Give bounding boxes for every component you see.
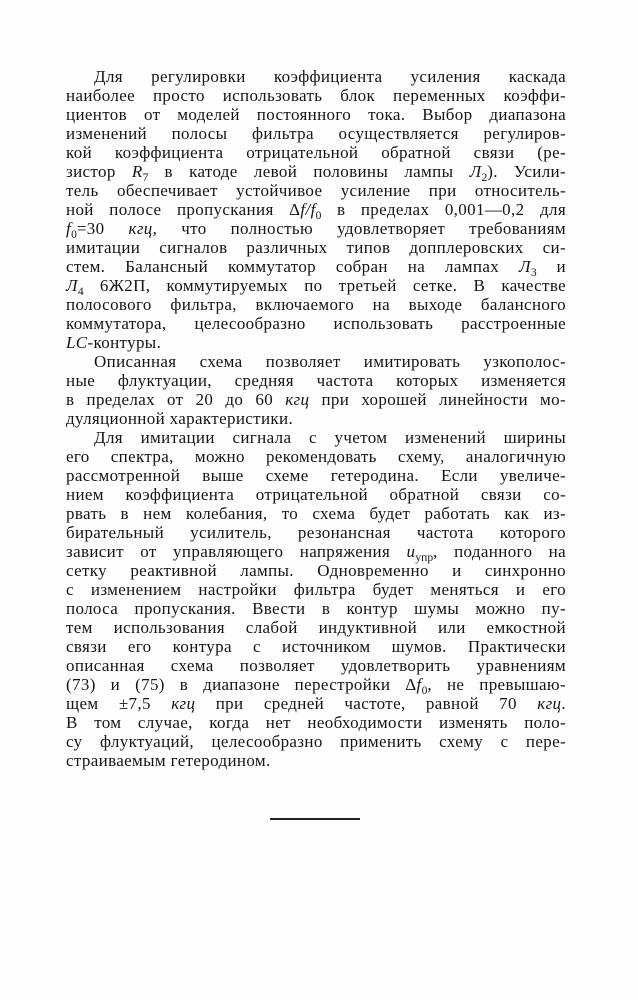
text-line [66,162,566,184]
text-run: коммутатора, целесообразно использовать расстроенные [66,314,566,333]
text-run: при хорошей линейности мо- [309,390,566,409]
paragraph [66,428,566,770]
text-line [66,675,566,697]
text-line [66,181,566,200]
italic-run: кгц [171,694,196,713]
text-run: имитации сигналов различных типов допплеровских си- [66,238,566,257]
text-line [66,352,566,371]
text-line [66,485,566,504]
text-run: су флуктуаций, целесообразно применить схему с пере- [66,732,566,751]
subscript: 0 [315,208,322,222]
text-line [66,580,566,599]
text-line [66,105,566,124]
text-run: (73) и (75) в диапазоне перестройки Δ [66,675,417,694]
text-line [66,599,566,618]
text-run: и [536,257,566,276]
text-run: связи его контура с источником шумов. Практически [66,637,566,656]
italic-run: f [66,219,72,238]
text-run: изменений полосы фильтра осуществляется регулиров- [66,124,566,143]
italic-run: кгц [285,390,310,409]
subscript: 3 [530,265,537,279]
text-line [66,466,566,485]
text-line [66,542,566,564]
text-line [66,751,566,770]
text-line [66,656,566,675]
text-run: описанная схема позволяет удовлетворить уравнениям [66,656,566,675]
text-run: ). Усили- [487,162,566,181]
text-run: В том случае, когда нет необходимости изменять поло- [66,713,566,732]
text-run: 6Ж2П, коммутируемых по третьей сетке. В качестве [83,276,566,295]
text-run: наиболее просто использовать блок переменных коэффи- [66,86,566,105]
text-line [66,238,566,257]
text-line [66,86,566,105]
italic-run: Л [469,162,482,181]
text-run: полосового фильтра, включаемого на выходе балансного [66,295,566,314]
text-run: в пределах от 20 до 60 [66,390,286,409]
subscript: 0 [421,683,428,697]
subscript: упр [415,550,434,564]
italic-run: Л [518,257,531,276]
italic-run: кгц [537,694,562,713]
text-run: =30 [76,219,129,238]
text-line [66,618,566,637]
paragraph [66,352,566,428]
text-line [66,200,566,222]
text-line [66,713,566,732]
paragraph [66,67,566,352]
text-line [66,257,566,279]
text-run: страиваемым гетеродином. [66,751,271,770]
text-line [66,276,566,298]
text-run: Описанная схема позволяет имитировать узкополос- [94,352,566,371]
text-run: его спектра, можно рекомендовать схему, аналогичную [66,447,566,466]
text-line [66,295,566,314]
text-line [66,67,566,86]
italic-run: u [406,542,416,561]
italic-run: R [131,162,143,181]
text-run: тель обеспечивает устойчивое усиление при относитель- [66,181,566,200]
text-run: , не превышаю- [427,675,566,694]
text-run: рассмотренной выше схеме гетеродина. Если увеличе- [66,466,566,485]
page-text [66,67,566,770]
text-line [66,333,566,352]
text-run: ные флуктуации, средняя частота которых изменяется [66,371,566,390]
text-run: стем. Балансный коммутатор собран на лампах [66,257,519,276]
subscript: 0 [71,227,77,241]
text-run: . [561,694,567,713]
text-line [66,447,566,466]
text-run: в катоде левой половины лампы [148,162,470,181]
text-line [66,428,566,447]
text-run: полоса пропускания. Ввести в контур шумы можно пу- [66,599,566,618]
text-run: -контуры. [87,333,162,352]
text-run: рвать в нем колебания, то схема будет работать как из- [66,504,566,523]
text-run: кой коэффициента отрицательной обратной связи (ре- [66,143,566,162]
text-run: тем использования слабой индуктивной или емкостной [66,618,566,637]
italic-run: f/f [300,200,316,219]
text-run: с изменением настройки фильтра будет меняться и его [66,580,566,599]
text-line [66,314,566,333]
text-line [66,371,566,390]
text-line [66,694,566,713]
text-line [66,504,566,523]
text-run: при средней частоте, равной 70 [195,694,538,713]
text-run: , что полностью удовлетворяет требованиям [152,219,566,238]
text-run: дуляционной характеристики. [66,409,294,428]
text-run: Для регулировки коэффициента усиления каскада [94,67,566,86]
text-run: в пределах 0,001—0,2 для [321,200,566,219]
text-line [66,124,566,143]
section-divider [270,818,360,820]
text-run: зависит от управляющего напряжения [66,542,407,561]
text-line [66,409,566,428]
text-line [66,637,566,656]
text-run: циентов от моделей постоянного тока. Выбор диапазона [66,105,566,124]
text-run: , поданного на [433,542,566,561]
text-run: ной полосе пропускания Δ [66,200,301,219]
text-run: бирательный усилитель, резонансная частота которого [66,523,566,542]
text-run: сетку реактивной лампы. Одновременно и синхронно [66,561,566,580]
text-line [66,523,566,542]
italic-run: кгц [128,219,153,238]
text-run: Для имитации сигнала с учетом изменений ширины [94,428,566,447]
italic-run: f [416,675,422,694]
italic-run: Л [66,276,78,295]
text-line [66,732,566,751]
text-run: щем ±7,5 [66,694,172,713]
subscript: 7 [142,170,149,184]
italic-run: LC [66,333,88,352]
text-run: зистор [66,162,132,181]
text-line [66,561,566,580]
text-line [66,390,566,409]
text-run: нием коэффициента отрицательной обратной связи со- [66,485,566,504]
subscript: 4 [77,284,84,298]
text-line [66,143,566,162]
subscript: 2 [481,170,488,184]
